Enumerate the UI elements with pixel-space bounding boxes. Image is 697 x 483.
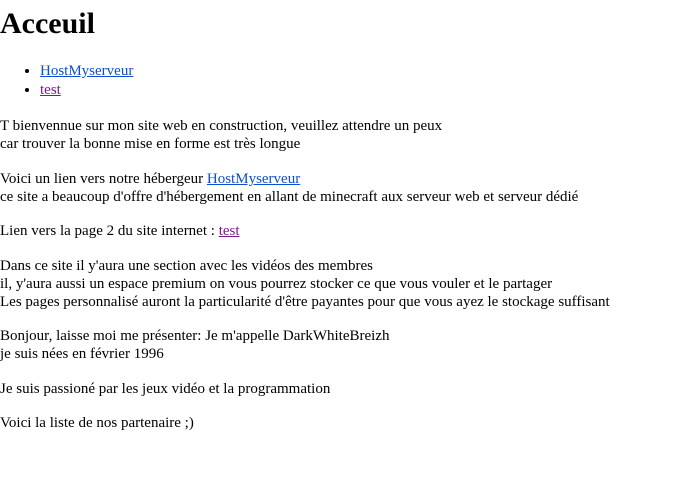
nav-item-test: [40, 81, 133, 100]
features-line-2: il, y'aura aussi un espace premium on vous pourrez stocker ce que vous vouler et le partager: [0, 276, 553, 292]
host-prefix-text: Voici un lien vers notre hébergeur: [0, 171, 207, 187]
intro-line-2: je suis nées en février 1996: [0, 346, 164, 362]
intro-paragraph: [0, 327, 389, 363]
nav-item-hostmyserveur: [40, 62, 133, 81]
hostmyserveur-link[interactable]: HostMyserveur: [40, 63, 134, 79]
partners-paragraph: [0, 414, 194, 432]
nav-list: [0, 62, 133, 100]
features-line-1: Dans ce site il y'aura une section avec les vidéos des membres: [0, 258, 373, 274]
features-paragraph: [0, 257, 610, 311]
welcome-paragraph: [0, 117, 442, 153]
host-line-2: ce site a beaucoup d'offre d'hébergement en allant de minecraft aux serveur web et serveur dédié: [0, 189, 579, 205]
welcome-line-2: car trouver la bonne mise en forme est très longue: [0, 136, 301, 152]
passion-line-1: Je suis passioné par les jeux vidéo et la programmation: [0, 381, 331, 397]
host-line-1: [0, 170, 578, 188]
page-title: Acceuil: [0, 7, 95, 40]
page2-paragraph: [0, 222, 240, 240]
host-paragraph: [0, 170, 578, 206]
features-line-3: Les pages personnalisé auront la particularité d'être payantes pour que vous ayez le stockage suffisant: [0, 294, 610, 310]
host-inline-link[interactable]: HostMyserveur: [206, 171, 301, 187]
test-link[interactable]: test: [40, 82, 61, 98]
intro-line-1: Bonjour, laisse moi me présenter: Je m'appelle DarkWhiteBreizh: [0, 328, 390, 344]
page2-prefix-text: Lien vers la page 2 du site internet :: [0, 223, 219, 239]
page2-inline-link[interactable]: test: [218, 223, 240, 239]
welcome-line-1: T bienvennue sur mon site web en construction, veuillez attendre un peux: [0, 118, 443, 134]
partners-line-1: Voici la liste de nos partenaire ;): [0, 415, 194, 431]
passion-paragraph: [0, 380, 330, 398]
